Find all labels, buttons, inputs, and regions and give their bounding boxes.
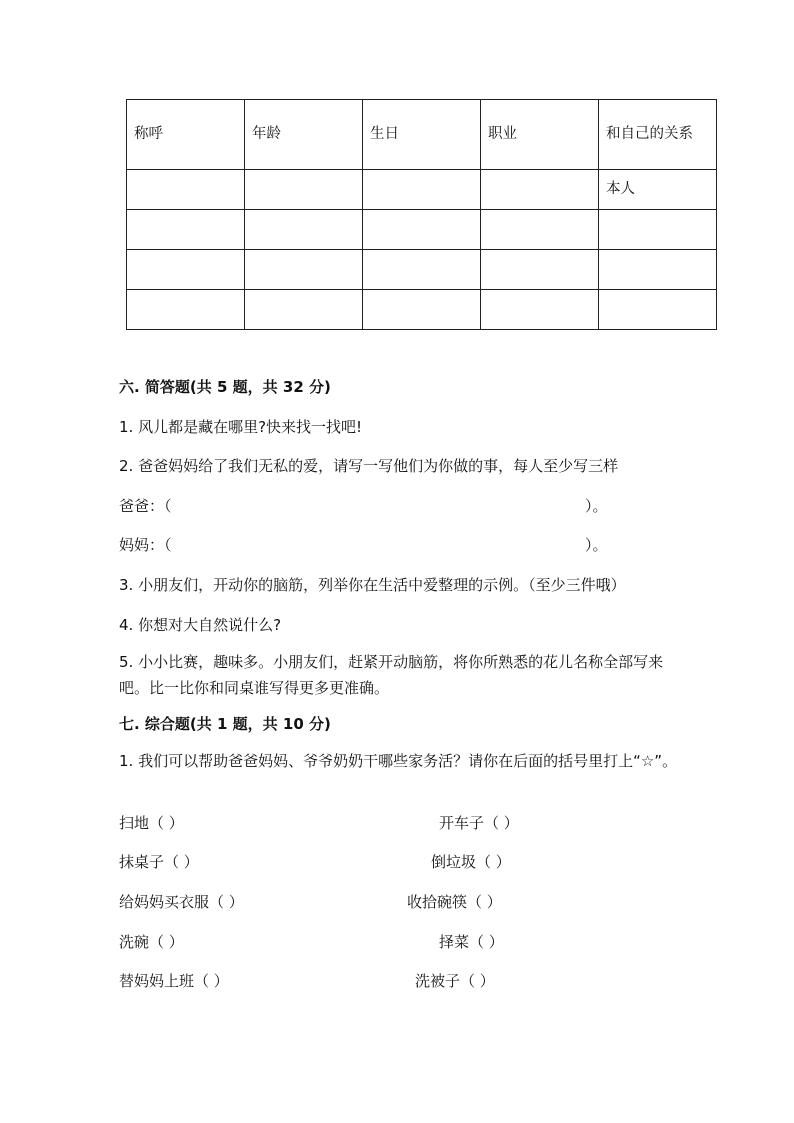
chore-item: 洗被子（ ）: [415, 972, 495, 990]
mom-answer-close: ）。: [585, 536, 608, 554]
question-6-3: 3. 小朋友们，开动你的脑筋，列举你在生活中爱整理的示例。（至少三件哦）: [119, 576, 626, 594]
header-cell: 生日: [363, 100, 481, 170]
table-cell: [363, 210, 481, 250]
chore-item: 给妈妈买衣服（ ）: [119, 893, 244, 911]
table-cell: [481, 170, 599, 210]
table-header-row: [127, 100, 717, 170]
table-cell: [599, 250, 717, 290]
question-6-5: 5. 小小比赛，趣味多。小朋友们，赶紧开动脑筋，将你所熟悉的花儿名称全部写来吧。比一比你和同桌谁写得更多更准确。: [119, 653, 664, 697]
table-cell: [363, 250, 481, 290]
table-cell: [245, 290, 363, 330]
header-cell: 和自己的关系: [599, 100, 717, 170]
question-6-4: 4. 你想对大自然说什么?: [119, 616, 282, 634]
dad-answer-label: 爸爸：（: [119, 497, 172, 515]
table-cell: [599, 210, 717, 250]
table-cell: [245, 210, 363, 250]
table-row: [127, 250, 717, 290]
table-cell: [481, 290, 599, 330]
table-cell: [245, 250, 363, 290]
question-6-1: 1. 风儿都是藏在哪里?快来找一找吧!: [119, 418, 363, 436]
chore-item: 抹桌子（ ）: [119, 853, 199, 871]
table-cell: [127, 170, 245, 210]
table-row: [127, 210, 717, 250]
table-cell: [127, 210, 245, 250]
chore-item: 择菜（ ）: [439, 933, 504, 951]
section-6-title: 六. 简答题(共 5 题，共 32 分): [119, 378, 331, 396]
chore-item: 倒垃圾（ ）: [431, 853, 511, 871]
table-row: [127, 170, 717, 210]
dad-answer-close: ）。: [585, 497, 608, 515]
table-cell: [127, 290, 245, 330]
mom-answer-label: 妈妈：（: [119, 536, 172, 554]
chore-item: 洗碗（ ）: [119, 933, 184, 951]
question-6-2: 2. 爸爸妈妈给了我们无私的爱，请写一写他们为你做的事，每人至少写三样: [119, 457, 619, 475]
table-cell: [599, 290, 717, 330]
header-cell: 年龄: [245, 100, 363, 170]
chore-item: 替妈妈上班（ ）: [119, 972, 229, 990]
header-cell: 职业: [481, 100, 599, 170]
chore-item: 扫地（ ）: [119, 814, 184, 832]
header-cell: 称呼: [127, 100, 245, 170]
family-info-table: [126, 99, 717, 330]
table-row: [127, 290, 717, 330]
question-7-1: 1. 我们可以帮助爸爸妈妈、爷爷奶奶干哪些家务活？请你在后面的括号里打上“☆”。: [119, 752, 678, 770]
table-cell: 本人: [599, 170, 717, 210]
section-7-title: 七. 综合题(共 1 题，共 10 分): [119, 715, 331, 733]
table-cell: [127, 250, 245, 290]
chore-item: 收拾碗筷（ ）: [407, 893, 502, 911]
table-cell: [245, 170, 363, 210]
table-cell: [481, 210, 599, 250]
table-cell: [363, 170, 481, 210]
chore-item: 开车子（ ）: [439, 814, 519, 832]
table-cell: [481, 250, 599, 290]
table-cell: [363, 290, 481, 330]
